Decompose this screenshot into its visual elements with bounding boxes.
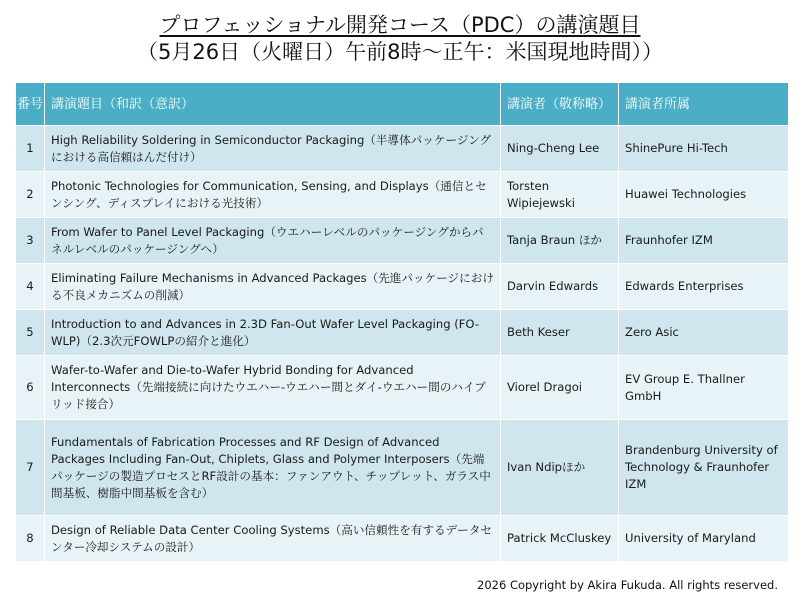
table-row [16,126,789,172]
slide-title [0,12,800,66]
talk-title: Design of Reliable Data Center Cooling Systems（高い信頼性を有するデータセンター冷却システムの設計） [45,516,501,562]
row-number: 1 [16,126,45,172]
speaker-name: Beth Keser [501,310,619,356]
row-number: 4 [16,264,45,310]
row-number: 8 [16,516,45,562]
speaker-affiliation: University of Maryland [619,516,789,562]
table-row [16,218,789,264]
row-number: 2 [16,172,45,218]
talk-title: High Reliability Soldering in Semiconductor Packaging（半導体パッケージングにおける高信頼はんだ付け） [45,126,501,172]
row-number: 7 [16,420,45,516]
speaker-name: Ivan Ndipほか [501,420,619,516]
copyright-notice: 2026 Copyright by Akira Fukuda. All rights reserved. [477,578,778,592]
speaker-affiliation: Edwards Enterprises [619,264,789,310]
speaker-affiliation: Huawei Technologies [619,172,789,218]
header-title: 講演題目（和訳（意訳） [45,83,501,126]
row-number: 3 [16,218,45,264]
speaker-affiliation: Fraunhofer IZM [619,218,789,264]
speaker-name: Patrick McCluskey [501,516,619,562]
speaker-name: Torsten Wipiejewski [501,172,619,218]
talk-title: From Wafer to Panel Level Packaging（ウエハーレベルのパッケージングからパネルレベルのパッケージングへ） [45,218,501,264]
header-affiliation: 講演者所属 [619,83,789,126]
speaker-name: Tanja Braun ほか [501,218,619,264]
table-row [16,264,789,310]
talk-title: Eliminating Failure Mechanisms in Advanced Packages（先進パッケージにおける不良メカニズムの削減） [45,264,501,310]
table-header-row [16,83,789,126]
table-row [16,172,789,218]
speaker-affiliation: ShinePure Hi-Tech [619,126,789,172]
row-number: 6 [16,356,45,420]
table-row [16,516,789,562]
speaker-name: Darvin Edwards [501,264,619,310]
table-row [16,310,789,356]
header-number: 番号 [16,83,45,126]
talk-title: Wafer-to-Wafer and Die-to-Wafer Hybrid Bonding for Advanced Interconnects（先端接続に向けたウエハー-ウエハー間とダイ-ウエハー間のハイブリッド接合） [45,356,501,420]
talk-title: Introduction to and Advances in 2.3D Fan-Out Wafer Level Packaging (FO-WLP)（2.3次元FOWLPの紹介と進化） [45,310,501,356]
title-line-2: （5月26日（火曜日）午前8時～正午：米国現地時間）） [137,40,663,64]
course-table [15,82,789,562]
speaker-name: Viorel Dragoi [501,356,619,420]
talk-title: Photonic Technologies for Communication, Sensing, and Displays（通信とセンシング、ディスプレイにおける光技術） [45,172,501,218]
talk-title: Fundamentals of Fabrication Processes and RF Design of Advanced Packages Including Fan-Out, Chiplets, Glass and Polymer Interposers（先端パッケージの製造プロセスとRF設計の基本：ファンアウト、チップレット、ガラス中間基板、樹脂中間基板を含む） [45,420,501,516]
header-speaker: 講演者（敬称略） [501,83,619,126]
speaker-name: Ning-Cheng Lee [501,126,619,172]
table-row [16,356,789,420]
speaker-affiliation: EV Group E. Thallner GmbH [619,356,789,420]
title-line-1: プロフェッショナル開発コース（PDC）の講演題目 [159,13,641,37]
table-row [16,420,789,516]
speaker-affiliation: Zero Asic [619,310,789,356]
speaker-affiliation: Brandenburg University of Technology & Fraunhofer IZM [619,420,789,516]
row-number: 5 [16,310,45,356]
